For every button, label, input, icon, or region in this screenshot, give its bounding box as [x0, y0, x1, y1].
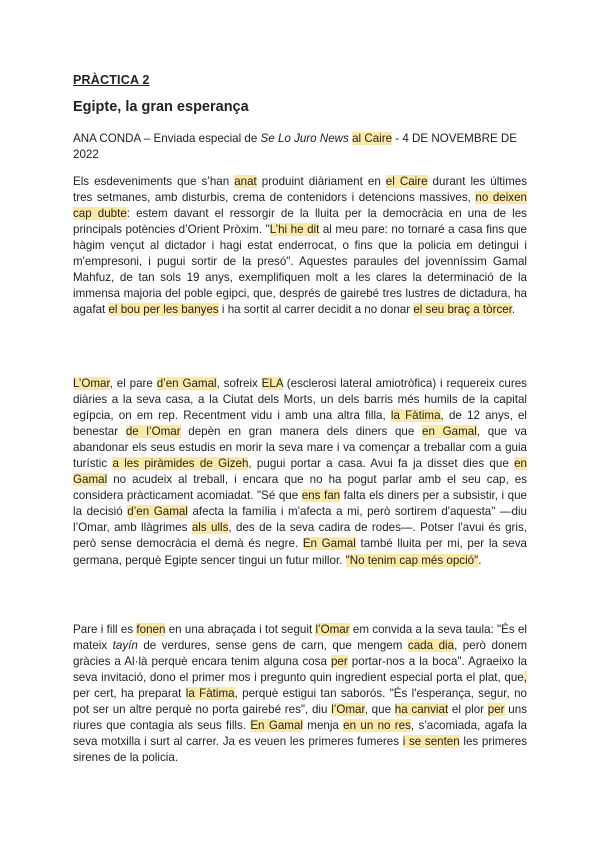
paragraph-highlight: als ulls	[191, 521, 229, 535]
paragraph-text: , perquè estigui tan saborós. "És l'esperança, segur, no pot ser un altre perquè no porta gairebé res", diu	[73, 687, 527, 717]
paragraph-text: tayín	[112, 639, 138, 653]
paragraph-text: afecta la família i m'afecta a mi, però sortirem d'aquesta" —diu l’Omar, amb llàgrimes	[73, 505, 527, 535]
paragraph-highlight: en Gamal	[73, 457, 527, 487]
paragraph-highlight: "No tenim cap més opció"	[345, 553, 479, 567]
paragraph-highlight: de l’Omar	[125, 425, 181, 439]
paragraph-highlight: fonen	[136, 623, 166, 636]
paragraph-text: en una abraçada i tot seguit	[165, 623, 316, 636]
paragraph-highlight: ,	[523, 671, 527, 685]
paragraph-highlight: la Fàtima	[390, 409, 441, 423]
paragraph-text: depèn en gran manera dels diners que	[180, 425, 423, 439]
paragraph-text: , sofreix	[216, 377, 262, 390]
paragraph-highlight: cada dia	[407, 639, 455, 653]
paragraph-2	[73, 376, 527, 569]
byline-text: - 4 DE NOVEMBRE DE 2022	[73, 132, 518, 161]
paragraph-text: , que va abandonar els seus estudis en morir la seva mare i va començar a treballar com a guia turístic	[73, 425, 527, 471]
paragraph-text: , s’acomiada, agafa la seva motxilla i surt al carrer. Ja es veuen les primeres fumeres	[73, 719, 527, 749]
paragraph-text: no acudeix al treball, i encara que no ha pogut parlar amb el seu cap, es considera pràcticament acomiadat. "Sé que	[73, 473, 527, 503]
paragraph-text: el plor	[448, 703, 488, 717]
paragraph-text: i ha sortit al carrer decidit a no donar	[218, 303, 414, 317]
byline-text: Se Lo Juro News	[260, 132, 349, 145]
paragraph-1	[73, 174, 527, 318]
paragraph-text: , des de la seva cadira de rodes—. Potser l'avui és gris, però sense democràcia el demà és negre.	[73, 521, 527, 551]
paragraph-highlight: En Gamal	[302, 537, 356, 551]
paragraph-highlight: d’en Gamal	[127, 505, 188, 519]
paragraph-text: , el pare	[109, 377, 157, 390]
paragraph-highlight: el bou per les banyes	[108, 303, 219, 317]
paragraph-text: Pare i fill es	[73, 623, 137, 636]
byline-highlight: al Caire	[352, 132, 393, 145]
paragraph-text: : estem davant el ressorgir de la lluita per la democràcia en una de les principals potències d’Orient Pròxim. "	[73, 207, 527, 237]
paragraph-highlight: i se senten	[402, 735, 460, 749]
paragraph-text: al meu pare: no tornaré a casa fins que hàgim vençut al dictador i hagi estat enderrocat, o fins que la policia em detingui i m'empresoni, i pugui sortir de la presó". Aquestes paraules del jovenníssim Gamal Mahfuz, de tan sols 19 anys, exemplifiquen molt a les clares la determinació de la immensa majoria del poble egipci, que, després de gairebé tres lustres de dictadura, ha agafat	[73, 223, 528, 317]
paragraph-highlight: l’Omar	[331, 703, 365, 717]
paragraph-highlight: la Fàtima	[185, 687, 235, 701]
paragraph-highlight: per	[487, 703, 505, 717]
paragraph-text: durant les últimes tres setmanes, amb disturbis, crema de contenidors i detencions massives,	[73, 175, 528, 205]
paragraph-text: em convida a la seva taula: "És el mateix	[73, 623, 527, 653]
paragraph-text: falta els diners per a subsistir, i que la decisió	[73, 489, 527, 519]
paragraph-highlight: ens fan	[301, 489, 341, 503]
paragraph-highlight: d’en Gamal	[156, 377, 217, 390]
paragraph-3	[73, 622, 527, 766]
paragraph-text: menja	[302, 719, 344, 733]
paragraph-highlight: a les piràmides de Gizeh	[112, 457, 249, 471]
paragraph-text: uns riures que contagia als seus fills.	[73, 703, 527, 733]
paragraph-text: produint diàriament en	[256, 175, 386, 188]
paragraph-text: .	[478, 553, 482, 567]
paragraph-text: de verdures, sense gens de carn, que mengem	[137, 639, 408, 653]
paragraph-text: , però donem gràcies a Al·là perquè encara tenim alguna cosa	[73, 639, 527, 669]
paragraph-text: Els esdeveniments que s’han	[73, 175, 235, 188]
paragraph-highlight: el Caire	[385, 175, 428, 188]
paragraph-text: , que	[364, 703, 395, 717]
paragraph-highlight: ha canviat	[394, 703, 449, 717]
paragraph-text: .	[511, 303, 516, 317]
paragraph-highlight: en Gamal	[422, 425, 477, 439]
paragraph-highlight: no deixen cap dubte	[73, 191, 527, 221]
paragraph-text: portar-nos a la boca". Agraeixo la seva invitació, dono el primer mos i pregunto quin ingredient especial porta el plat, que	[73, 655, 527, 685]
paragraph-highlight: En Gamal	[250, 719, 303, 733]
paragraph-highlight: L’hi he dit	[269, 223, 320, 237]
paragraph-text: , de 12 anys, el benestar	[73, 409, 527, 439]
paragraph-highlight: anat	[234, 175, 257, 188]
paragraph-text: les primeres sirenes de la policia.	[73, 735, 528, 765]
paragraph-highlight: en un no res	[343, 719, 411, 733]
paragraph-highlight: ELA	[261, 377, 283, 390]
exercise-heading: PRÀCTICA 2	[73, 73, 150, 87]
byline-text: ANA CONDA – Enviada especial de	[73, 132, 261, 145]
paragraph-highlight: l’Omar	[315, 623, 350, 636]
paragraph-text: també lluita per mi, per la seva germana, perquè Egipte sencer tingui un futur millor.	[73, 537, 527, 567]
article-title: Egipte, la gran esperança	[73, 99, 249, 115]
paragraph-text: (esclerosi lateral amiotròfica) i requereix cures diàries a la seva casa, a la Ciutat dels Morts, un dels barris més humils de la capital egípcia, on em rep. Recentment vidu i amb una altra filla,	[73, 377, 527, 423]
paragraph-highlight: el seu braç a tòrcer	[413, 303, 512, 317]
paragraph-highlight: L’Omar	[73, 377, 110, 390]
paragraph-highlight: per	[330, 655, 348, 669]
paragraph-text: per cert, ha preparat	[73, 687, 186, 701]
article-byline	[73, 131, 527, 163]
paragraph-text: , pugui portar a casa. Avui fa ja disset dies que	[248, 457, 515, 471]
